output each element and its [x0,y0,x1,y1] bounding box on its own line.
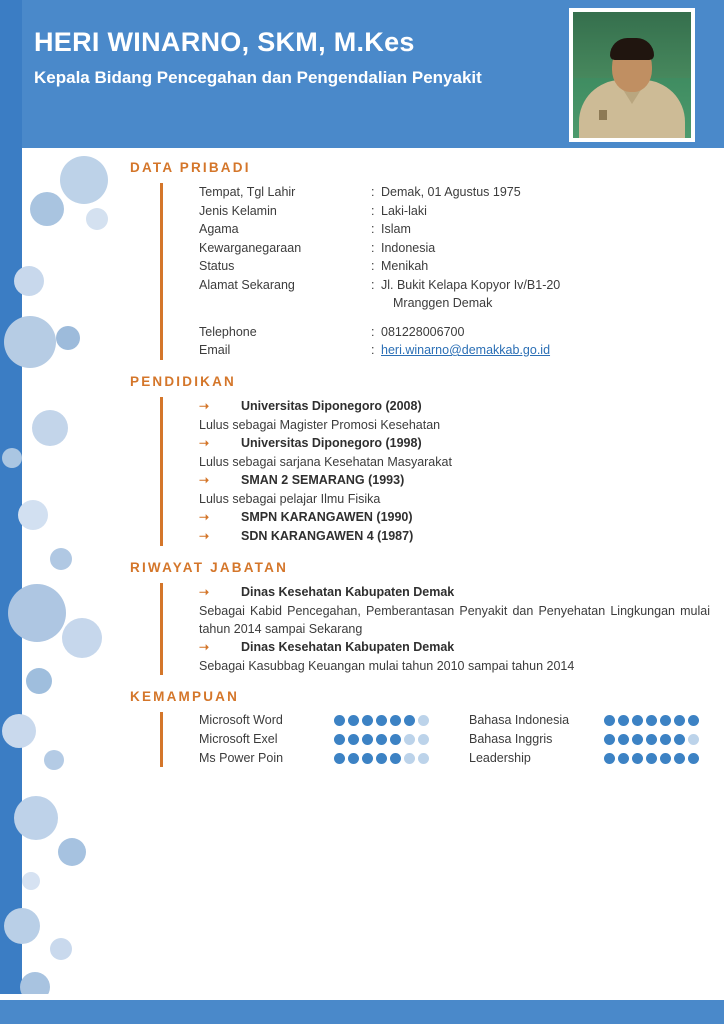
list-item [199,527,710,546]
skills-column-right [469,712,699,767]
field-label: Tempat, Tgl Lahir [199,185,296,199]
colon-separator: : [371,277,375,292]
education-school: SMPN KARANGAWEN (1990) [241,509,413,524]
colon-separator: : [371,203,375,218]
arrow-icon: ➝ [199,639,210,654]
skill-dot [674,715,685,726]
education-description: Lulus sebagai sarjana Kesehatan Masyarakat [199,454,452,469]
skill-dot [604,715,615,726]
education-school: SMAN 2 SEMARANG (1993) [241,472,405,487]
resume-content [130,160,710,769]
skill-dot [646,734,657,745]
field-label: Jenis Kelamin [199,203,277,218]
list-item [469,750,699,767]
skills-grid [199,712,710,767]
profile-photo-frame [569,8,695,142]
skill-rating-dots [334,753,429,764]
skill-label: Microsoft Exel [199,732,278,746]
arrow-icon: ➝ [199,435,210,450]
decorative-circle [56,326,80,350]
personal-data-body [160,183,710,360]
field-value-text: Islam [381,222,411,236]
skill-dot [390,753,401,764]
skill-label: Ms Power Poin [199,751,284,765]
list-item [199,712,469,729]
skill-dot [362,734,373,745]
arrow-icon: ➝ [199,472,210,487]
list-item [469,712,699,729]
education-school: SDN KARANGAWEN 4 (1987) [241,528,414,543]
section-title-skills: KEMAMPUAN [130,688,240,704]
skill-dot [376,715,387,726]
field-value-text: Menikah [381,259,429,273]
skill-dot [348,715,359,726]
skill-dot [674,734,685,745]
arrow-icon: ➝ [199,528,210,543]
field-label: Telephone [199,324,257,339]
decorative-circle [32,410,68,446]
field-value [371,239,710,258]
avatar [573,12,691,138]
skill-dot [334,734,345,745]
skills-body [160,712,710,767]
field-value [371,323,710,342]
list-item [199,471,710,490]
field-value-text: Demak, 01 Agustus 1975 [381,185,521,199]
experience-organization: Dinas Kesehatan Kabupaten Demak [241,584,455,599]
skill-dot [674,753,685,764]
decorative-circle [86,208,108,230]
skill-rating-dots [604,734,699,745]
skill-dot [348,734,359,745]
arrow-icon: ➝ [199,584,210,599]
colon-separator: : [371,259,375,273]
decorative-circle [26,668,52,694]
decorative-circle [30,192,64,226]
email-link[interactable]: heri.winarno@demakkab.go.id [381,343,551,357]
table-row [199,183,710,202]
decorative-circle [22,872,40,890]
education-school: Universitas Diponegoro (1998) [241,435,422,450]
skill-label: Bahasa Indonesia [469,713,570,727]
skill-dot [632,734,643,745]
experience-organization: Dinas Kesehatan Kabupaten Demak [241,639,455,654]
table-row [199,323,710,342]
skill-dot [618,734,629,745]
field-label: Email [199,343,231,357]
list-item [199,583,710,602]
section-skills [130,689,710,767]
skill-label: Microsoft Word [199,713,283,727]
left-blue-band [0,0,22,1024]
skill-dot [334,753,345,764]
education-body [160,397,710,546]
education-description: Lulus sebagai Magister Promosi Kesehatan [199,417,441,432]
job-position-subtitle: Kepala Bidang Pencegahan dan Pengendalian Penyakit [34,68,482,87]
skill-rating-dots [604,753,699,764]
page-title: HERI WINARNO, SKM, M.Kes [34,27,415,57]
skill-dot [418,734,429,745]
address-second-line [199,294,710,313]
skill-dot [418,753,429,764]
table-row [199,202,710,221]
decorative-circle [62,618,102,658]
phone-value: 081228006700 [381,324,465,339]
skill-rating-dots [604,715,699,726]
field-value [371,220,710,239]
field-label: Status [199,259,235,273]
section-personal-data [130,160,710,360]
table-row [199,239,710,258]
table-row [199,276,710,295]
field-value [371,276,710,295]
list-item [199,508,710,527]
arrow-icon: ➝ [199,509,210,524]
skill-dot [604,753,615,764]
skill-dot [688,753,699,764]
section-title-experience: RIWAYAT JABATAN [130,559,289,575]
field-value-text: Jl. Bukit Kelapa Kopyor Iv/B1-20 [381,277,561,292]
decorative-circle [44,750,64,770]
list-item [199,638,710,657]
skill-dot [376,734,387,745]
skill-dot [362,715,373,726]
skill-rating-dots [334,734,429,745]
field-label: Alamat Sekarang [199,277,295,292]
field-value [371,183,710,202]
table-row [199,341,710,360]
skill-dot [376,753,387,764]
skill-dot [618,715,629,726]
skill-dot [404,734,415,745]
section-experience [130,560,710,675]
skill-label: Bahasa Inggris [469,732,553,746]
education-description: Lulus sebagai pelajar Ilmu Fisika [199,491,381,506]
field-label: Agama [199,222,239,236]
skill-rating-dots [334,715,429,726]
field-value [371,257,710,276]
table-row [199,257,710,276]
list-item [199,750,469,767]
skill-dot [632,715,643,726]
decorative-circle [18,500,48,530]
field-label: Kewarganegaraan [199,240,302,255]
skill-dot [688,734,699,745]
list-item [199,434,710,453]
field-value [371,202,710,221]
skill-dot [632,753,643,764]
table-row [199,220,710,239]
skills-column-left [199,712,469,767]
photo-hair [610,38,654,60]
footer-bar [0,1000,724,1024]
list-item [469,731,699,748]
address-second-line-text: Mranggen Demak [393,296,493,310]
decorative-circle [58,838,86,866]
experience-body [160,583,710,675]
decorative-circle [60,156,108,204]
colon-separator: : [371,185,375,199]
field-value [371,341,710,360]
skill-dot [618,753,629,764]
section-title-personal: DATA PRIBADI [130,160,251,175]
field-value-text: Indonesia [381,240,436,255]
skill-dot [362,753,373,764]
list-item [199,397,710,416]
skill-dot [404,715,415,726]
skill-dot [390,734,401,745]
experience-description: Sebagai Kasubbag Keuangan mulai tahun 2010 sampai tahun 2014 [199,658,575,673]
decorative-circle [50,548,72,570]
skill-dot [646,753,657,764]
skill-dot [660,715,671,726]
colon-separator: : [371,222,375,236]
experience-description: Sebagai Kabid Pencegahan, Pemberantasan Penyakit dan Penyehatan Lingkungan mulai tahun 2014 sampai Sekarang [199,603,710,636]
skill-dot [348,753,359,764]
skill-dot [404,753,415,764]
section-title-education: PENDIDIKAN [130,373,237,389]
header-banner [22,0,724,148]
skill-dot [604,734,615,745]
skill-dot [418,715,429,726]
skill-dot [660,734,671,745]
decorative-circle [50,938,72,960]
skill-dot [390,715,401,726]
field-value-text: Laki-laki [381,203,427,218]
skill-label: Leadership [469,751,531,765]
colon-separator: : [371,240,375,255]
colon-separator: : [371,324,375,339]
colon-separator: : [371,343,375,357]
list-item [199,731,469,748]
education-school: Universitas Diponegoro (2008) [241,398,422,413]
decorative-circles [0,148,150,1024]
arrow-icon: ➝ [199,398,210,413]
skill-dot [646,715,657,726]
skill-dot [660,753,671,764]
skill-dot [688,715,699,726]
section-education [130,374,710,546]
photo-name-badge [599,110,607,120]
skill-dot [334,715,345,726]
